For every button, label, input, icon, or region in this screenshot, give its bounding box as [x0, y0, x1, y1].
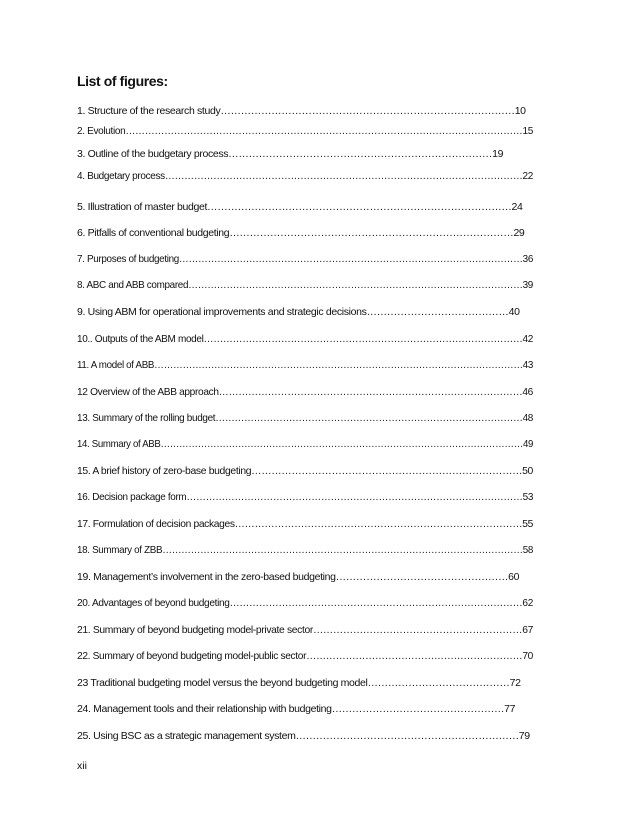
list-entry	[77, 170, 556, 183]
entry-text: 4. Budgetary process…………………………………………………………………………………………………22	[77, 170, 533, 182]
list-entry	[77, 677, 521, 690]
list-entry	[77, 148, 503, 161]
entry-text: 5. Illustration of master budget………………………………………………………………………………24	[77, 201, 523, 213]
entry-text: 19. Management’s involvement in the zero-based budgeting……………………………………………60	[77, 571, 520, 583]
entry-text: 11. A model of ABB………………………………………………………………………………………………………43	[77, 359, 534, 371]
list-entry	[77, 201, 523, 214]
list-entry	[77, 279, 561, 292]
list-entry	[77, 333, 556, 346]
list-entry	[77, 359, 567, 372]
entry-text: 21. Summary of beyond budgeting model-private sector………………………………………………………67	[77, 624, 533, 636]
entry-text: 16. Decision package form……………………………………………………………………………………………53	[77, 491, 534, 503]
list-entry	[77, 597, 551, 610]
entry-text: 24. Management tools and their relationship with budgeting……………………………………………77	[77, 703, 516, 715]
entry-text: 7. Purposes of budgeting………………………………………………………………………………………………36	[77, 253, 533, 265]
entry-text: 25. Using BSC as a strategic management system…………………………………………………………79	[77, 730, 530, 742]
entry-text: 6. Pitfalls of conventional budgeting…………………………………………………………………………29	[77, 227, 525, 239]
list-entry	[77, 703, 515, 716]
list-entry	[77, 650, 548, 663]
list-entry	[77, 624, 542, 637]
entry-text: 18. Summary of ZBB……………………………………………………………………………………………………58	[77, 544, 534, 556]
entry-text: 20. Advantages of beyond budgeting………………………………………………………………………………62	[77, 597, 534, 609]
list-entry	[77, 518, 544, 531]
entry-text: 23 Traditional budgeting model versus the beyond budgeting model……………………………………72	[77, 677, 521, 689]
entry-text: 3. Outline of the budgetary process……………………………………………………………………19	[77, 148, 504, 160]
list-entry	[77, 465, 538, 478]
entry-text: 2. Evolution……………………………………………………………………………………………………………15	[77, 125, 533, 137]
entry-text: 14. Summary of ABB………………………………………………………………………………………………………49	[77, 438, 534, 450]
list-title: List of figures:	[77, 73, 168, 89]
list-entry	[77, 491, 559, 504]
entry-text: 8. ABC and ABB compared……………………………………………………………………………………………39	[77, 279, 533, 291]
list-entry	[77, 125, 555, 138]
entry-text: 10.. Outputs of the ABM model………………………………………………………………………………………42	[77, 333, 533, 345]
list-entry	[77, 253, 562, 266]
list-entry	[77, 438, 575, 451]
entry-text: 9. Using ABM for operational improvements and strategic decisions……………………………………40	[77, 306, 520, 318]
list-entry	[77, 386, 549, 399]
entry-text: 1. Structure of the research study……………………………………………………………………………10	[77, 105, 526, 117]
list-entry	[77, 544, 565, 557]
page-number: xii	[77, 760, 87, 772]
list-entry	[77, 227, 524, 240]
list-entry	[77, 105, 526, 118]
entry-text: 17. Formulation of decision packages……………………………………………………………………………55	[77, 518, 533, 530]
entry-text: 15. A brief history of zero-base budgeting………………………………………………………………………50	[77, 465, 533, 477]
list-entry	[77, 730, 530, 743]
entry-text: 22. Summary of beyond budgeting model-public sector…………………………………………………………70	[77, 650, 533, 662]
entry-text: 13. Summary of the rolling budget……………………………………………………………………………………48	[77, 412, 534, 424]
list-entry	[77, 306, 520, 319]
entry-text: 12 Overview of the ABB approach…………………………………………………………………………………46	[77, 386, 533, 398]
list-entry	[77, 571, 519, 584]
list-entry	[77, 412, 559, 425]
